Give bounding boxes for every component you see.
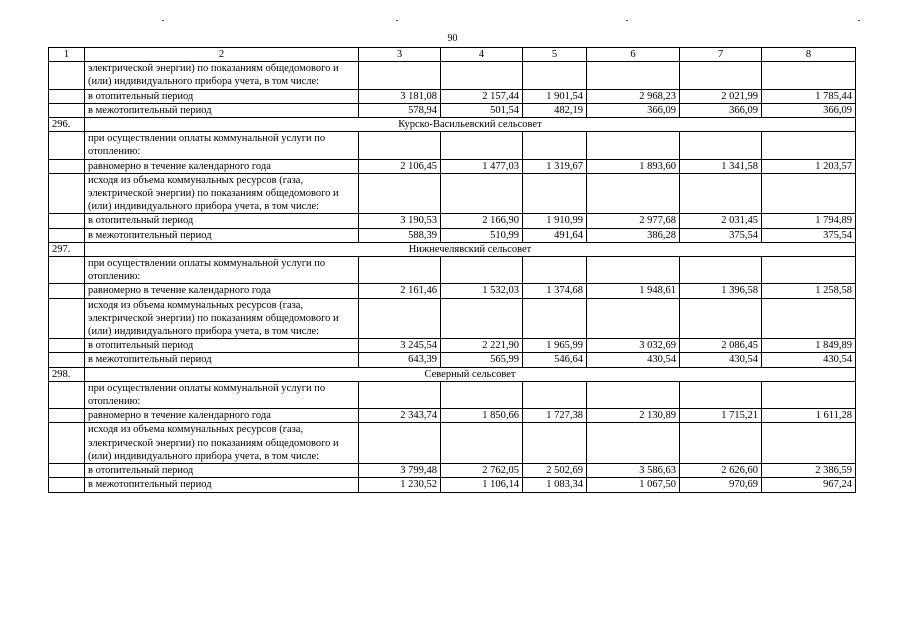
empty-cell: [441, 381, 523, 408]
value-cell: 430,54: [680, 353, 762, 367]
value-cell: 1 715,21: [680, 409, 762, 423]
value-cell: 366,09: [587, 103, 680, 117]
description-row: [49, 173, 856, 214]
value-cell: 2 106,45: [359, 159, 441, 173]
value-cell: 2 343,74: [359, 409, 441, 423]
empty-cell: [441, 173, 523, 214]
empty-cell: [359, 298, 441, 339]
value-cell: 430,54: [762, 353, 856, 367]
column-header: 4: [441, 48, 523, 62]
section-number: 298.: [49, 367, 85, 381]
empty-cell: [587, 381, 680, 408]
row-description: исходя из объема коммунальных ресурсов (газа, электрической энергии) по показаниям общедомового и (или) индивидуального прибора учета, в том числе:: [85, 173, 359, 214]
value-cell: 1 893,60: [587, 159, 680, 173]
row-label: в межотопительный период: [85, 353, 359, 367]
empty-cell: [680, 62, 762, 89]
empty-cell: [523, 62, 587, 89]
value-cell: 1 948,61: [587, 284, 680, 298]
row-label: равномерно в течение календарного года: [85, 284, 359, 298]
row-description: исходя из объема коммунальных ресурсов (газа, электрической энергии) по показаниям общедомового и (или) индивидуального прибора учета, в том числе:: [85, 298, 359, 339]
row-number-cell: [49, 62, 85, 89]
column-header: 7: [680, 48, 762, 62]
empty-cell: [680, 381, 762, 408]
scan-speck: [162, 20, 164, 21]
row-description: при осуществлении оплаты коммунальной услуги по отоплению:: [85, 132, 359, 159]
empty-cell: [441, 257, 523, 284]
empty-cell: [441, 62, 523, 89]
description-row: [49, 132, 856, 159]
value-cell: 1 785,44: [762, 89, 856, 103]
description-row: [49, 298, 856, 339]
value-cell: 1 258,58: [762, 284, 856, 298]
value-cell: 565,99: [441, 353, 523, 367]
scan-speck: [626, 20, 628, 21]
section-title: Северный сельсовет: [85, 367, 856, 381]
empty-cell: [587, 257, 680, 284]
empty-cell: [587, 62, 680, 89]
row-number-cell: [49, 423, 85, 464]
description-row: [49, 423, 856, 464]
value-row: [49, 339, 856, 353]
value-cell: 2 161,46: [359, 284, 441, 298]
empty-cell: [359, 173, 441, 214]
row-number-cell: [49, 298, 85, 339]
value-cell: 970,69: [680, 478, 762, 492]
value-cell: 375,54: [680, 228, 762, 242]
value-cell: 1 396,58: [680, 284, 762, 298]
row-label: в межотопительный период: [85, 478, 359, 492]
empty-cell: [762, 62, 856, 89]
empty-cell: [441, 423, 523, 464]
value-cell: 2 021,99: [680, 89, 762, 103]
description-row: [49, 381, 856, 408]
empty-cell: [523, 423, 587, 464]
value-cell: 1 727,38: [523, 409, 587, 423]
value-cell: 2 166,90: [441, 214, 523, 228]
row-number-cell: [49, 478, 85, 492]
value-cell: 643,39: [359, 353, 441, 367]
column-header: 8: [762, 48, 856, 62]
value-cell: 2 762,05: [441, 464, 523, 478]
value-cell: 3 190,53: [359, 214, 441, 228]
row-number-cell: [49, 464, 85, 478]
column-header: 5: [523, 48, 587, 62]
value-cell: 1 477,03: [441, 159, 523, 173]
empty-cell: [680, 132, 762, 159]
value-cell: 1 230,52: [359, 478, 441, 492]
row-description: исходя из объема коммунальных ресурсов (газа, электрической энергии) по показаниям общедомового и (или) индивидуального прибора учета, в том числе:: [85, 423, 359, 464]
row-label: в межотопительный период: [85, 103, 359, 117]
value-cell: 1 965,99: [523, 339, 587, 353]
value-cell: 1 532,03: [441, 284, 523, 298]
row-label: в отопительный период: [85, 214, 359, 228]
empty-cell: [523, 132, 587, 159]
row-number-cell: [49, 132, 85, 159]
value-cell: 1 319,67: [523, 159, 587, 173]
empty-cell: [587, 298, 680, 339]
value-cell: 578,94: [359, 103, 441, 117]
value-cell: 3 181,08: [359, 89, 441, 103]
row-number-cell: [49, 228, 85, 242]
column-header: 2: [85, 48, 359, 62]
tariff-table: [48, 47, 856, 493]
section-number: 297.: [49, 242, 85, 256]
value-cell: 2 157,44: [441, 89, 523, 103]
column-header: 6: [587, 48, 680, 62]
section-title: Нижнечелявский сельсовет: [85, 242, 856, 256]
row-label: в межотопительный период: [85, 228, 359, 242]
empty-cell: [762, 173, 856, 214]
value-cell: 1 203,57: [762, 159, 856, 173]
empty-cell: [587, 132, 680, 159]
column-header: 1: [49, 48, 85, 62]
value-cell: 366,09: [680, 103, 762, 117]
value-cell: 2 386,59: [762, 464, 856, 478]
value-cell: 546,64: [523, 353, 587, 367]
section-header-row: [49, 242, 856, 256]
row-label: равномерно в течение календарного года: [85, 159, 359, 173]
value-cell: 1 106,14: [441, 478, 523, 492]
row-number-cell: [49, 284, 85, 298]
value-cell: 2 130,89: [587, 409, 680, 423]
row-number-cell: [49, 173, 85, 214]
value-row: [49, 214, 856, 228]
empty-cell: [359, 381, 441, 408]
row-description: при осуществлении оплаты коммунальной услуги по отоплению:: [85, 257, 359, 284]
row-number-cell: [49, 381, 85, 408]
column-header-row: [49, 48, 856, 62]
value-cell: 3 032,69: [587, 339, 680, 353]
scan-speck: [396, 20, 398, 21]
value-cell: 2 086,45: [680, 339, 762, 353]
row-number-cell: [49, 339, 85, 353]
column-header: 3: [359, 48, 441, 62]
value-cell: 2 977,68: [587, 214, 680, 228]
value-row: [49, 159, 856, 173]
value-cell: 510,99: [441, 228, 523, 242]
value-cell: 3 245,54: [359, 339, 441, 353]
empty-cell: [762, 298, 856, 339]
row-label: в отопительный период: [85, 339, 359, 353]
value-cell: 3 799,48: [359, 464, 441, 478]
section-header-row: [49, 118, 856, 132]
value-row: [49, 464, 856, 478]
empty-cell: [523, 173, 587, 214]
value-row: [49, 409, 856, 423]
scan-speck: [858, 20, 860, 21]
row-description: электрической энергии) по показаниям общедомового и (или) индивидуального прибора учета, в том числе:: [85, 62, 359, 89]
value-row: [49, 103, 856, 117]
empty-cell: [523, 257, 587, 284]
value-cell: 588,39: [359, 228, 441, 242]
empty-cell: [441, 298, 523, 339]
empty-cell: [762, 132, 856, 159]
row-number-cell: [49, 89, 85, 103]
row-label: в отопительный период: [85, 464, 359, 478]
row-label: равномерно в течение календарного года: [85, 409, 359, 423]
description-row: [49, 257, 856, 284]
value-cell: 501,54: [441, 103, 523, 117]
empty-cell: [680, 257, 762, 284]
value-cell: 2 221,90: [441, 339, 523, 353]
empty-cell: [762, 381, 856, 408]
empty-cell: [762, 257, 856, 284]
value-cell: 430,54: [587, 353, 680, 367]
value-cell: 2 031,45: [680, 214, 762, 228]
value-cell: 1 067,50: [587, 478, 680, 492]
value-row: [49, 353, 856, 367]
section-title: Курско-Васильевский сельсовет: [85, 118, 856, 132]
empty-cell: [359, 132, 441, 159]
empty-cell: [359, 62, 441, 89]
empty-cell: [587, 423, 680, 464]
value-cell: 491,64: [523, 228, 587, 242]
row-number-cell: [49, 409, 85, 423]
value-row: [49, 478, 856, 492]
empty-cell: [523, 381, 587, 408]
description-row: [49, 62, 856, 89]
value-cell: 1 611,28: [762, 409, 856, 423]
page-number: 90: [447, 33, 458, 44]
row-number-cell: [49, 159, 85, 173]
value-cell: 1 901,54: [523, 89, 587, 103]
value-row: [49, 89, 856, 103]
value-cell: 375,54: [762, 228, 856, 242]
row-number-cell: [49, 353, 85, 367]
value-cell: 386,28: [587, 228, 680, 242]
value-cell: 1 794,89: [762, 214, 856, 228]
value-cell: 1 341,58: [680, 159, 762, 173]
value-cell: 2 968,23: [587, 89, 680, 103]
section-header-row: [49, 367, 856, 381]
empty-cell: [587, 173, 680, 214]
value-cell: 2 626,60: [680, 464, 762, 478]
value-cell: 2 502,69: [523, 464, 587, 478]
value-cell: 366,09: [762, 103, 856, 117]
empty-cell: [680, 173, 762, 214]
row-description: при осуществлении оплаты коммунальной услуги по отоплению:: [85, 381, 359, 408]
table-body: [49, 48, 856, 493]
value-cell: 482,19: [523, 103, 587, 117]
section-number: 296.: [49, 118, 85, 132]
value-cell: 1 849,89: [762, 339, 856, 353]
value-cell: 1 910,99: [523, 214, 587, 228]
row-number-cell: [49, 257, 85, 284]
empty-cell: [359, 423, 441, 464]
empty-cell: [523, 298, 587, 339]
empty-cell: [441, 132, 523, 159]
empty-cell: [762, 423, 856, 464]
empty-cell: [359, 257, 441, 284]
value-cell: 3 586,63: [587, 464, 680, 478]
value-row: [49, 284, 856, 298]
value-cell: 1 374,68: [523, 284, 587, 298]
value-row: [49, 228, 856, 242]
value-cell: 1 083,34: [523, 478, 587, 492]
row-number-cell: [49, 214, 85, 228]
value-cell: 967,24: [762, 478, 856, 492]
row-label: в отопительный период: [85, 89, 359, 103]
empty-cell: [680, 298, 762, 339]
value-cell: 1 850,66: [441, 409, 523, 423]
row-number-cell: [49, 103, 85, 117]
empty-cell: [680, 423, 762, 464]
